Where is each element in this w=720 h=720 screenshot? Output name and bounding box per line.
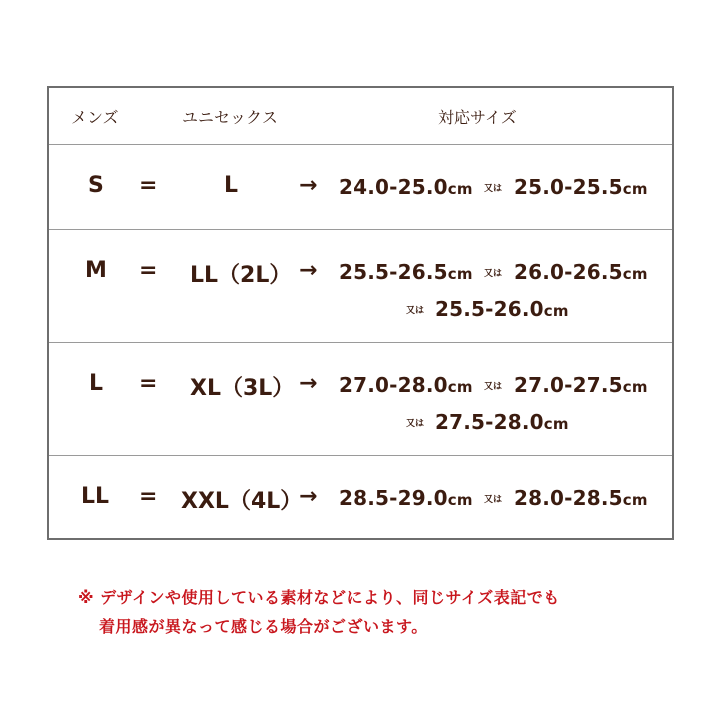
table-header: [49, 88, 672, 145]
range-value: 25.5-26.5: [339, 260, 448, 284]
unit-cm: cm: [447, 491, 473, 509]
unit-cm: cm: [447, 180, 473, 198]
size-range-alt: [435, 297, 569, 321]
or-label: 又は: [406, 419, 425, 429]
table-row: [49, 144, 672, 230]
unisex-size: L: [224, 173, 239, 198]
table-row: [49, 229, 672, 343]
equals-sign: =: [139, 173, 158, 198]
arrow-icon: →: [299, 173, 318, 198]
range-value: 27.0-27.5: [514, 373, 623, 397]
arrow-icon: →: [299, 371, 318, 396]
size-range-alt: [514, 260, 648, 284]
table-row: [49, 455, 672, 540]
table-row: [49, 342, 672, 456]
equals-sign: =: [139, 371, 158, 396]
size-range-alt: [435, 410, 569, 434]
unisex-size: XXL（4L）: [181, 489, 303, 514]
header-size: 対応サイズ: [438, 108, 517, 127]
mens-size: LL: [81, 484, 110, 509]
mens-size: S: [88, 173, 104, 198]
size-range-alt: [514, 175, 648, 199]
unit-cm: cm: [543, 415, 569, 433]
size-range-alt: [514, 373, 648, 397]
equals-sign: =: [139, 258, 158, 283]
arrow-icon: →: [299, 484, 318, 509]
range-value: 28.5-29.0: [339, 486, 448, 510]
or-label: 又は: [484, 382, 503, 392]
unit-cm: cm: [622, 491, 648, 509]
or-label: 又は: [406, 306, 425, 316]
unit-cm: cm: [622, 265, 648, 283]
range-value: 27.5-28.0: [435, 410, 544, 434]
header-mens: メンズ: [71, 108, 119, 127]
range-value: 24.0-25.0: [339, 175, 448, 199]
size-range-primary: [339, 175, 473, 199]
mens-size: L: [89, 371, 104, 396]
size-range-alt: [514, 486, 648, 510]
or-label: 又は: [484, 269, 503, 279]
unisex-size: LL（2L）: [190, 263, 292, 288]
size-range-primary: [339, 373, 473, 397]
range-value: 25.0-25.5: [514, 175, 623, 199]
header-unisex: ユニセックス: [182, 108, 278, 127]
mens-size: M: [85, 258, 107, 283]
or-label: 又は: [484, 184, 503, 194]
note-line-1: ※ デザインや使用している素材などにより、同じサイズ表記でも: [78, 588, 560, 607]
size-table: [47, 86, 674, 540]
note-line-2: 着用感が異なって感じる場合がございます。: [99, 617, 428, 636]
unisex-size: XL（3L）: [190, 376, 295, 401]
unit-cm: cm: [622, 378, 648, 396]
range-value: 26.0-26.5: [514, 260, 623, 284]
unit-cm: cm: [447, 265, 473, 283]
size-range-primary: [339, 260, 473, 284]
range-value: 25.5-26.0: [435, 297, 544, 321]
unit-cm: cm: [543, 302, 569, 320]
unit-cm: cm: [447, 378, 473, 396]
unit-cm: cm: [622, 180, 648, 198]
or-label: 又は: [484, 495, 503, 505]
equals-sign: =: [139, 484, 158, 509]
arrow-icon: →: [299, 258, 318, 283]
range-value: 27.0-28.0: [339, 373, 448, 397]
range-value: 28.0-28.5: [514, 486, 623, 510]
size-range-primary: [339, 486, 473, 510]
